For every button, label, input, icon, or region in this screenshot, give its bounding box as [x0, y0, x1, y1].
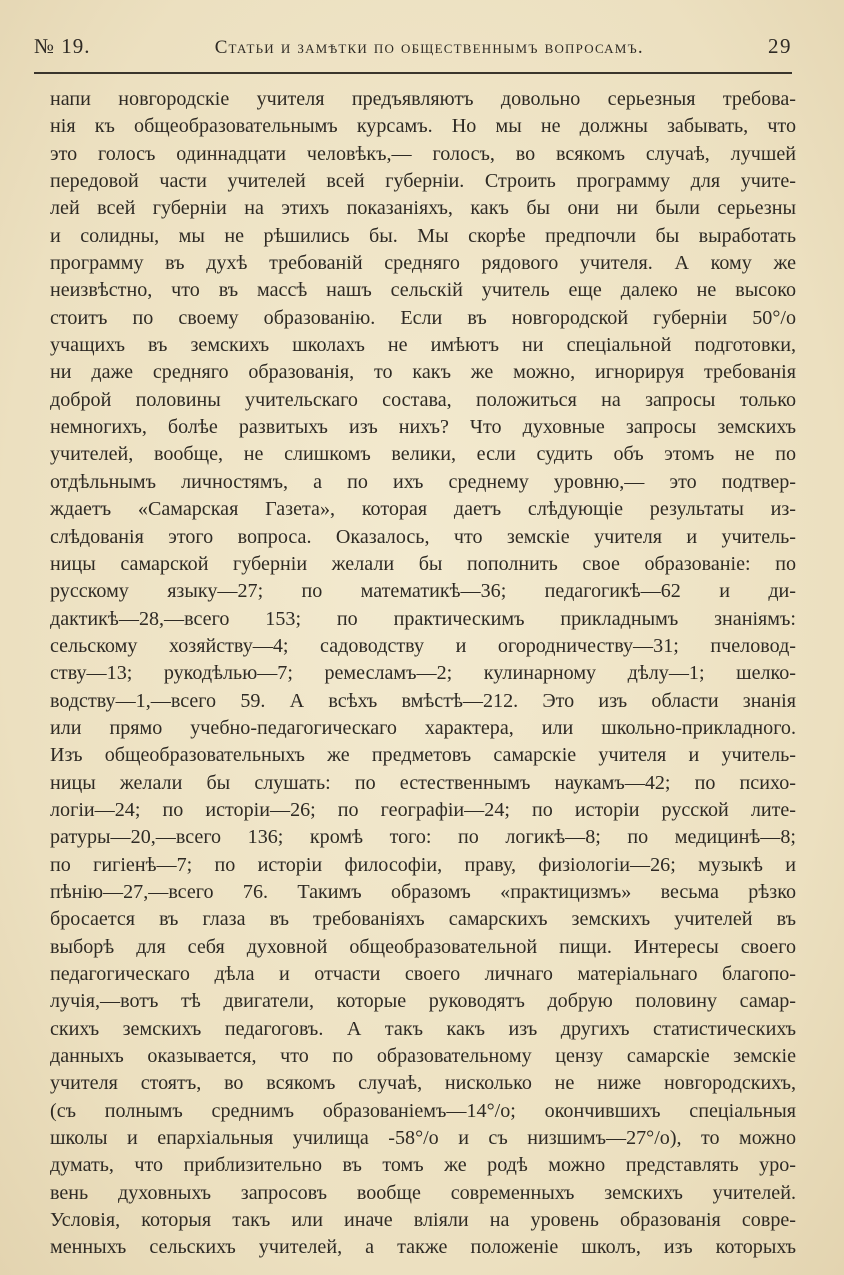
text-line: менныхъ сельскихъ учителей, а также положеніе школъ, изъ которыхъ	[50, 1236, 796, 1259]
text-line: учащихъ въ земскихъ школахъ не имѣютъ ни спеціальной подготовки,	[50, 334, 796, 357]
text-line: (съ полнымъ среднимъ образованіемъ—14°/о; окончившихъ спеціальныя	[50, 1099, 796, 1122]
text-line: немногихъ, болѣе развитыхъ изъ нихъ? Что духовные запросы земскихъ	[50, 416, 796, 439]
text-line: лучія,—вотъ тѣ двигатели, которые руководятъ добрую половину самар-	[50, 990, 796, 1013]
text-line: это голосъ одиннадцати человѣкъ,— голосъ, во всякомъ случаѣ, лучшей	[50, 142, 796, 165]
text-line: и солидны, мы не рѣшились бы. Мы скорѣе предпочли бы выработать	[50, 224, 796, 247]
text-line: доброй половины учительскаго состава, положиться на запросы только	[50, 388, 796, 411]
text-line: дактикѣ—28,—всего 153; по практическимъ прикладнымъ знаніямъ:	[50, 607, 796, 630]
text-line: школы и епархіальныя училища -58°/о и съ низшимъ—27°/о), то можно	[50, 1127, 796, 1150]
text-line: ницы самарской губерніи желали бы пополнить свое образованіе: по	[50, 552, 796, 575]
text-line: Изъ общеобразовательныхъ же предметовъ самарскіе учителя и учитель-	[50, 744, 796, 767]
text-line: данныхъ оказывается, что по образовательному цензу самарскіе земскіе	[50, 1045, 796, 1068]
running-header	[34, 34, 792, 70]
text-line: учителей, вообще, не слишкомъ велики, если судить объ этомъ не по	[50, 443, 796, 466]
text-line: напи новгородскіе учителя предъявляютъ довольно серьезныя требова-	[50, 88, 796, 110]
header-rule	[34, 72, 792, 74]
text-line: выборѣ для себя духовной общеобразовательной пищи. Интересы своего	[50, 935, 796, 958]
text-line: неизвѣстно, что въ массѣ нашъ сельскій учитель еще далеко не высоко	[50, 279, 796, 302]
text-line: вень духовныхъ запросовъ вообще современныхъ земскихъ учителей.	[50, 1181, 796, 1204]
issue-number: № 19.	[34, 34, 91, 58]
text-line: отдѣльнымъ личностямъ, а по ихъ среднему уровню,— это подтвер-	[50, 470, 796, 493]
text-line: логіи—24; по исторіи—26; по географіи—24; по исторіи русской лите-	[50, 798, 796, 821]
text-line: скихъ земскихъ педагоговъ. А такъ какъ изъ другихъ статистическихъ	[50, 1017, 796, 1040]
text-line: бросается въ глаза въ требованіяхъ самарскихъ земскихъ учителей въ	[50, 908, 796, 931]
text-line: передовой части учителей всей губерніи. Строить программу для учите-	[50, 170, 796, 193]
running-title: Статьи и замѣтки по общественнымъ вопросамъ.	[214, 37, 644, 58]
text-line: Условія, которыя такъ или иначе вліяли на уровень образованія совре-	[50, 1209, 796, 1232]
text-line: думать, что приблизительно въ томъ же родѣ можно представлять уро-	[50, 1154, 796, 1177]
text-line: лей всей губерніи на этихъ показаніяхъ, какъ бы они ни были серьезны	[50, 197, 796, 220]
text-line: слѣдованія этого вопроса. Оказалось, что земскіе учителя и учитель-	[50, 525, 796, 548]
text-line: ни даже средняго образованія, то какъ же можно, игнорируя требованія	[50, 361, 796, 384]
text-line: педагогическаго дѣла и отчасти своего личнаго матеріальнаго благопо-	[50, 963, 796, 985]
text-line: ницы желали бы слушать: по естественнымъ наукамъ—42; по психо-	[50, 771, 796, 794]
body-text	[50, 86, 796, 1262]
text-line: нія къ общеобразовательнымъ курсамъ. Но мы не должны забывать, что	[50, 115, 796, 138]
text-line: водству—1,—всего 59. А всѣхъ вмѣстѣ—212. Это изъ области знанія	[50, 689, 796, 712]
text-line: сельскому хозяйству—4; садоводству и огородничеству—31; пчеловод-	[50, 634, 796, 657]
text-line: по гигіенѣ—7; по исторіи философіи, праву, физіологіи—26; музыкѣ и	[50, 853, 796, 876]
text-line: или прямо учебно-педагогическаго характера, или школьно-прикладного.	[50, 716, 796, 739]
text-line: программу въ духѣ требованій средняго рядового учителя. А кому же	[50, 252, 796, 275]
text-line: ждаетъ «Самарская Газета», которая даетъ слѣдующіе результаты из-	[50, 498, 796, 521]
text-line: русскому языку—27; по математикѣ—36; педагогикѣ—62 и ди-	[50, 580, 796, 603]
text-line: пѣнію—27,—всего 76. Такимъ образомъ «практицизмъ» весьма рѣзко	[50, 880, 796, 903]
text-line: ратуры—20,—всего 136; кромѣ того: по логикѣ—8; по медицинѣ—8;	[50, 826, 796, 849]
page-number: 29	[768, 34, 792, 58]
text-line: ству—13; рукодѣлью—7; ремесламъ—2; кулинарному дѣлу—1; шелко-	[50, 662, 796, 685]
text-line: стоитъ по своему образованію. Если въ новгородской губерніи 50°/о	[50, 306, 796, 329]
text-line: учителя стоятъ, во всякомъ случаѣ, нисколько не ниже новгородскихъ,	[50, 1072, 796, 1095]
